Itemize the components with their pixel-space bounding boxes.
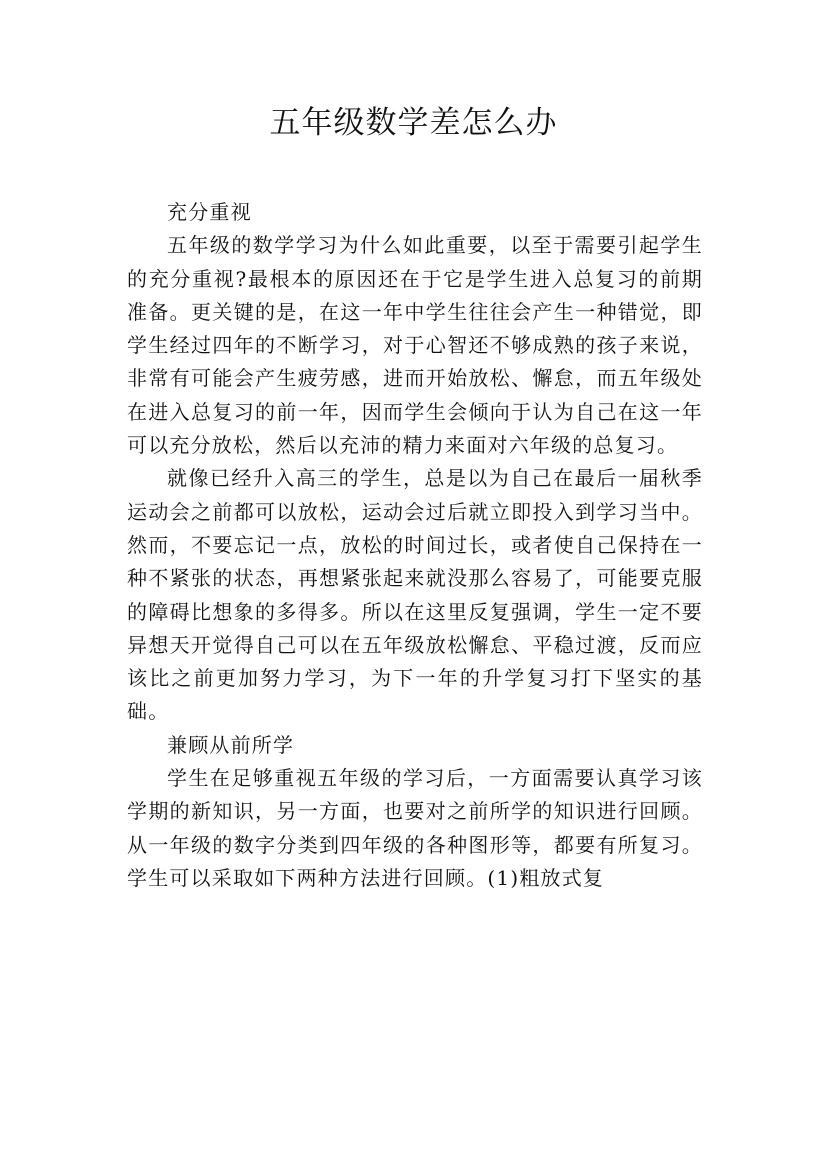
page-title: 五年级数学差怎么办 xyxy=(269,105,558,141)
section-heading-importance: 充分重视 xyxy=(167,200,252,224)
section-heading-review: 兼顾从前所学 xyxy=(167,732,295,757)
paragraph: 就像已经升入高三的学生，总是以为自己在最后一届秋季运动会之前都可以放松，运动会过后就立即投入到学习当中。然而，不要忘记一点，放松的时间过长，或者使自己保持在一种不紧张的状态，再想紧张起来就没那么容易了，可能要克服的障碍比想象的多得多。所以在这里反复强调，学生一定不要异想天开觉得自己可以在五年级放松懈怠、平稳过渡，反而应该比之前更加努力学习，为下一年的升学复习打下坚实的基础。 xyxy=(127,466,703,724)
paragraph: 学生在足够重视五年级的学习后，一方面需要认真学习该学期的新知识，另一方面，也要对之前所学的知识进行回顾。从一年级的数字分类到四年级的各种图形等，都要有所复习。学生可以采取如下两种方法进行回顾。(1)粗放式复 xyxy=(127,766,703,890)
paragraph: 五年级的数学学习为什么如此重要，以至于需要引起学生的充分重视?最根本的原因还在于它是学生进入总复习的前期准备。更关键的是，在这一年中学生往往会产生一种错觉，即学生经过四年的不断学习，对于心智还不够成熟的孩子来说，非常有可能会产生疲劳感，进而开始放松、懈怠，而五年级处在进入总复习的前一年，因而学生会倾向于认为自己在这一年可以充分放松，然后以充沛的精力来面对六年级的总复习。 xyxy=(127,233,703,458)
document-body xyxy=(127,196,703,895)
